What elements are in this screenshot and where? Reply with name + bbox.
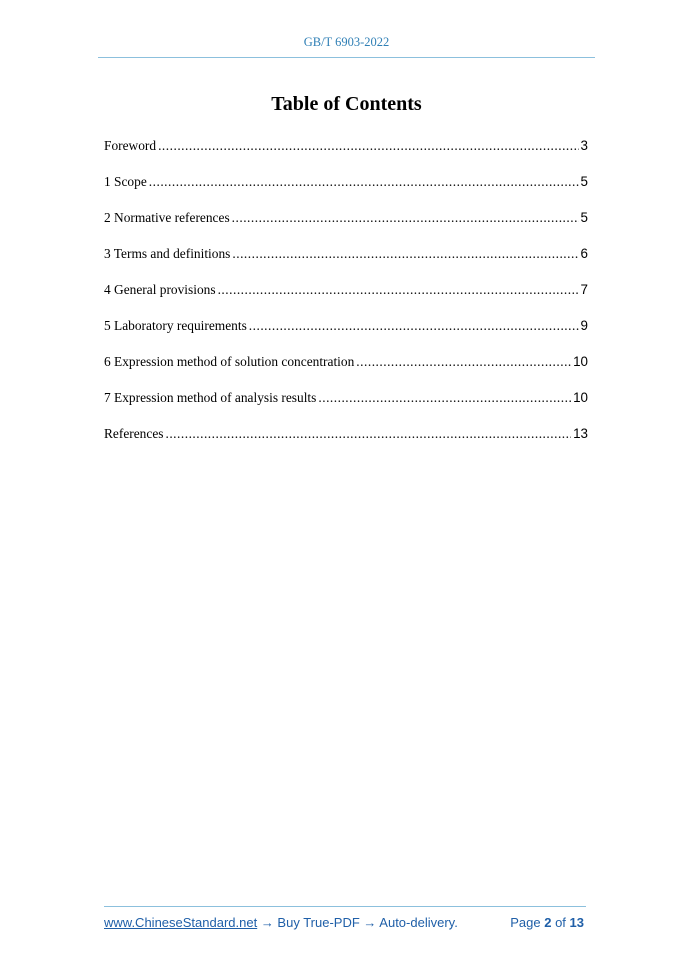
footer-promo — [104, 915, 458, 930]
document-code-header: GB/T 6903-2022 — [303, 35, 390, 49]
toc-entry-laboratory-requirements[interactable] — [104, 316, 588, 352]
page-of-word: of — [555, 915, 566, 930]
page-word: Page — [510, 915, 541, 930]
toc-entry-page: 3 — [580, 138, 588, 153]
toc-entry-analysis-results[interactable] — [104, 388, 588, 424]
toc-entry-page: 5 — [580, 210, 588, 225]
toc-entry-terms-definitions[interactable] — [104, 244, 588, 280]
toc-entry-label: 7 Expression method of analysis results — [104, 390, 317, 405]
toc-entry-foreword[interactable] — [104, 136, 588, 172]
toc-leader-dots — [158, 136, 578, 156]
footer-divider — [104, 906, 586, 907]
toc-entry-label: 2 Normative references — [104, 210, 230, 225]
toc-leader-dots — [318, 388, 571, 408]
toc-entry-label: 4 General provisions — [104, 282, 216, 297]
website-link[interactable]: www.ChineseStandard.net — [104, 915, 258, 930]
header-divider — [98, 57, 595, 58]
toc-leader-dots — [218, 280, 579, 300]
toc-entry-label: 5 Laboratory requirements — [104, 318, 247, 333]
toc-entry-general-provisions[interactable] — [104, 280, 588, 316]
total-page-count: 13 — [569, 915, 584, 930]
table-of-contents — [104, 136, 588, 460]
toc-leader-dots — [232, 244, 578, 264]
toc-leader-dots — [356, 352, 571, 372]
page-title: Table of Contents — [271, 93, 422, 116]
toc-entry-page: 9 — [580, 318, 588, 333]
toc-entry-solution-concentration[interactable] — [104, 352, 588, 388]
toc-entry-references[interactable] — [104, 424, 588, 460]
toc-leader-dots — [165, 424, 571, 444]
current-page-number: 2 — [544, 915, 552, 930]
toc-entry-page: 10 — [573, 354, 588, 369]
toc-entry-label: 3 Terms and definitions — [104, 246, 231, 261]
toc-leader-dots — [149, 172, 579, 192]
toc-entry-page: 5 — [580, 174, 588, 189]
toc-entry-page: 13 — [573, 426, 588, 441]
toc-entry-page: 10 — [573, 390, 588, 405]
toc-entry-page: 6 — [580, 246, 588, 261]
toc-entry-label: Foreword — [104, 138, 157, 153]
toc-entry-scope[interactable] — [104, 172, 588, 208]
toc-entry-normative-references[interactable] — [104, 208, 588, 244]
toc-entry-label: 6 Expression method of solution concentration — [104, 354, 355, 369]
toc-leader-dots — [249, 316, 579, 336]
page-indicator — [510, 915, 584, 930]
toc-entry-label: References — [104, 426, 164, 441]
toc-entry-label: 1 Scope — [104, 174, 147, 189]
toc-entry-page: 7 — [580, 282, 588, 297]
footer-tagline: → Buy True-PDF → Auto-delivery. — [257, 915, 458, 930]
toc-leader-dots — [232, 208, 579, 228]
